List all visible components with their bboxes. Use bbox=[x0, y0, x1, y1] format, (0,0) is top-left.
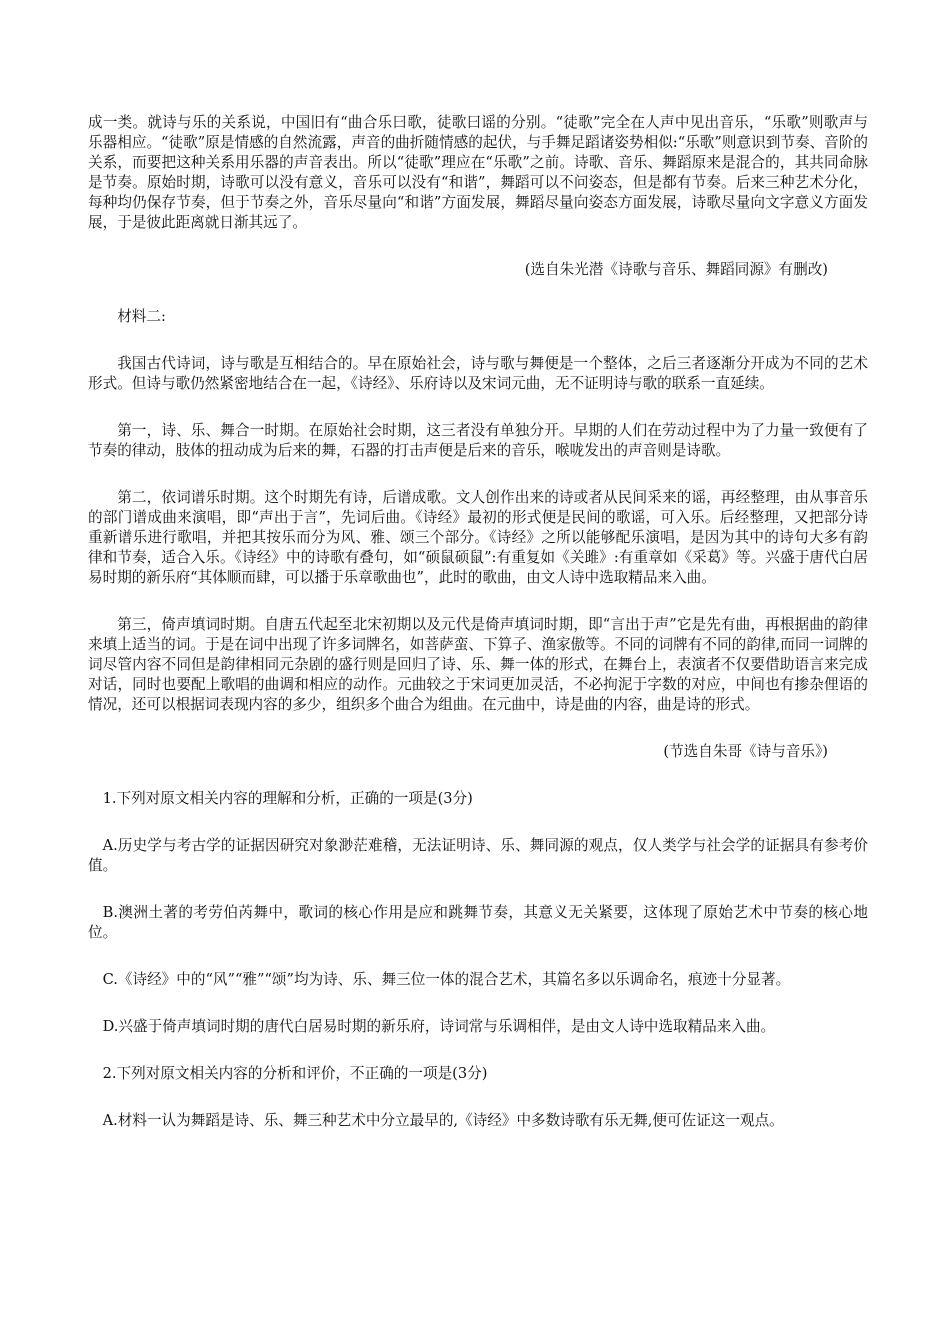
paragraph-material1-end: 成一类。就诗与乐的关系说，中国旧有“曲合乐曰歌，徒歌曰谣的分别。“徒歌”完全在人声中见出音乐，“乐歌”则歌声与乐器相应。“徒歌”原是情感的自然流露，声音的曲折随情感的起伏，与手舞足蹈诸姿势相似:“乐歌”则意识到节奏、音阶的关系，而要把这种关系用乐器的声音表出。所以“徒歌”理应在“乐歌”之前。诗歌、音乐、舞蹈原来是混合的，其共同命脉是节奏。原始时期，诗歌可以没有意义，音乐可以没有“和谐”，舞蹈可以不问姿态，但是都有节奏。后来三种艺术分化，每种均仍保存节奏，但于节奏之外，音乐尽量向“和谐”方面发展，舞蹈尽量向姿态方面发展，诗歌尽量向文字意义方面发展，于是彼此距离就日渐其远了。 bbox=[88, 114, 868, 231]
question-1-option-b: B.澳洲土著的考劳伯芮舞中，歌词的核心作用是应和跳舞节奏，其意义无关紧要，这体现了原始艺术中节奏的核心地位。 bbox=[88, 904, 868, 941]
question-1-option-a: A.历史学与考古学的证据因研究对象渺茫难稽，无法证明诗、乐、舞同源的观点，仅人类学与社会学的证据具有参考价值。 bbox=[88, 837, 868, 874]
question-2: 2.下列对原文相关内容的分析和评价，不正确的一项是(3分) bbox=[102, 1065, 488, 1082]
paragraph-third-period: 第三，倚声填词时期。自唐五代起至北宋初期以及元代是倚声填词时期，即“言出于声”它是先有曲，再根据曲的韵律来填上适当的词。于是在词中出现了许多词牌名，如菩萨蛮、下算子、渔家傲等。不同的词牌有不同的韵律,而同一词牌的词尽管内容不同但是韵律相同元杂剧的盛行则是回归了诗、乐、舞一体的形式，在舞台上，表演者不仅要借助语言来完成对话，同时也要配上歌唱的曲调和相应的动作。元曲较之于宋词更加灵活，不必拘泥于字数的对应，中间也有掺杂俚语的情况，还可以根据词表现内容的多少，组织多个曲合为组曲。在元曲中，诗是曲的内容，曲是诗的形式。 bbox=[88, 616, 868, 713]
question-1-option-d: D.兴盛于倚声填词时期的唐代白居易时期的新乐府，诗词常与乐调相伴，是由文人诗中选取精品来入曲。 bbox=[102, 1018, 776, 1035]
source-citation-1: (选自朱光潜《诗歌与音乐、舞蹈同源》有删改) bbox=[524, 261, 828, 278]
source-citation-2: (节选自朱哥《诗与音乐》) bbox=[663, 743, 828, 760]
paragraph-first-period: 第一，诗、乐、舞合一时期。在原始社会时期，这三者没有单独分开。早期的人们在劳动过程中为了力量一致便有了节奏的律动，肢体的扭动成为后来的舞，石器的打击声便是后来的音乐，喉咙发出的声音则是诗歌。 bbox=[88, 422, 868, 459]
document-page bbox=[88, 113, 868, 1131]
paragraph-material2-intro: 我国古代诗词，诗与歌是互相结合的。早在原始社会，诗与歌与舞便是一个整体，之后三者逐渐分开成为不同的艺术形式。但诗与歌仍然紧密地结合在一起，《诗经》、乐府诗以及宋词元曲，无不证明诗与歌的联系一直延续。 bbox=[88, 355, 868, 392]
question-1: 1.下列对原文相关内容的理解和分析，正确的一项是(3分) bbox=[102, 790, 473, 807]
question-2-option-a: A.材料一认为舞蹈是诗、乐、舞三种艺术中分立最早的,《诗经》中多数诗歌有乐无舞,便可佐证这一观点。 bbox=[102, 1112, 784, 1129]
paragraph-second-period: 第二，依词谱乐时期。这个时期先有诗，后谱成歌。文人创作出来的诗或者从民间采来的谣，再经整理，由从事音乐的部门谱成曲来演唱，即“声出于言”，先词后曲。《诗经》最初的形式便是民间的歌谣，可入乐。后经整理，又把部分诗重新谱乐进行歌唱，并把其按乐而分为风、雅、颂三个部分。《诗经》之所以能够配乐演唱，是因为其中的诗句大多有韵律和节奏，适合入乐。《诗经》中的诗歌有叠句，如“硕鼠硕鼠”:有重复如《关雎》:有重章如《采葛》等。兴盛于唐代白居易时期的新乐府“其体顺而肆，可以播于乐章歌曲也”，此时的歌曲，由文人诗中选取精品来入曲。 bbox=[88, 489, 868, 586]
question-1-option-c: C.《诗经》中的“风”“雅”“颂”均为诗、乐、舞三位一体的混合艺术，其篇名多以乐调命名，痕迹十分显著。 bbox=[102, 971, 791, 988]
material2-label: 材料二: bbox=[117, 308, 166, 325]
